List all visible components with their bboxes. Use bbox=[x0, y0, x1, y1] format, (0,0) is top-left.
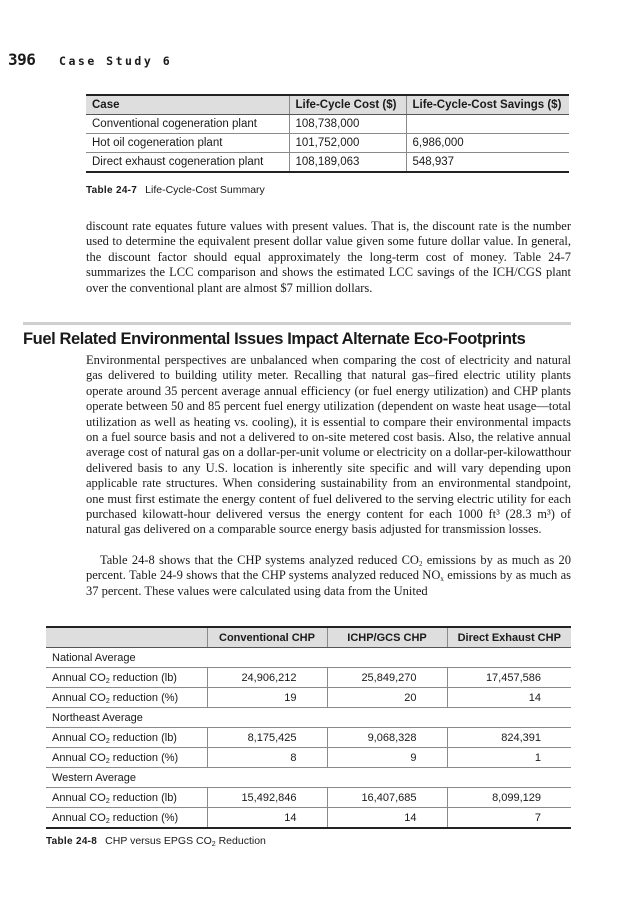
lcc-summary-table bbox=[86, 94, 569, 173]
caption-label: Table 24-7 bbox=[86, 185, 138, 196]
caption-text: Life-Cycle-Cost Summary bbox=[145, 184, 265, 196]
subscript: x bbox=[440, 575, 444, 584]
row-label-text: Annual CO bbox=[52, 691, 106, 704]
row-label-text: reduction (%) bbox=[109, 691, 179, 704]
region-row bbox=[46, 768, 571, 788]
row-label bbox=[46, 808, 207, 829]
row-label-text: Annual CO bbox=[52, 731, 106, 744]
table-row bbox=[86, 134, 569, 153]
table-cell: 25,849,270 bbox=[327, 668, 447, 688]
region-row bbox=[46, 708, 571, 728]
subscript: 2 bbox=[418, 560, 423, 568]
table-cell: Conventional cogeneration plant bbox=[86, 115, 289, 134]
subscript: 2 bbox=[105, 757, 110, 765]
row-label bbox=[46, 728, 207, 748]
table-caption bbox=[46, 835, 266, 847]
table-cell: 824,391 bbox=[447, 728, 571, 748]
paragraph-text: emissions by as much as 37 percent. These values were calculated using data from the United bbox=[86, 568, 571, 598]
body-paragraph: discount rate equates future values with present values. That is, the discount rate is the number used to determine the equivalent present dollar value given some future dollar value. In general, the discount factor should equal approximately the long-term cost of money. Table 24-7 summarizes the LCC comparison and shows the estimated LCC savings of the ICH/CGS plant over the conventional plant are almost $7 million dollars. bbox=[86, 219, 571, 295]
column-header: Direct Exhaust CHP bbox=[447, 627, 571, 648]
body-paragraph bbox=[86, 553, 571, 599]
column-header: Conventional CHP bbox=[207, 627, 327, 648]
caption-label: Table 24-8 bbox=[46, 836, 98, 847]
paragraph-text: Table 24-8 shows that the CHP systems analyzed reduced CO bbox=[100, 553, 419, 567]
table-cell: 9 bbox=[327, 748, 447, 768]
region-label: Northeast Average bbox=[46, 708, 571, 728]
table-caption bbox=[86, 184, 265, 196]
table-cell: 108,738,000 bbox=[289, 115, 406, 134]
subscript: 2 bbox=[105, 797, 110, 805]
running-header bbox=[8, 50, 172, 69]
section-heading: Fuel Related Environmental Issues Impact Alternate Eco-Footprints bbox=[23, 330, 526, 348]
table-cell: 19 bbox=[207, 688, 327, 708]
table-row bbox=[46, 808, 571, 829]
table-cell: 24,906,212 bbox=[207, 668, 327, 688]
table-header-row bbox=[46, 627, 571, 648]
row-label-text: Annual CO bbox=[52, 791, 106, 804]
column-header: ICHP/GCS CHP bbox=[327, 627, 447, 648]
table-cell: 548,937 bbox=[406, 153, 569, 173]
body-paragraph: Environmental perspectives are unbalanced when comparing the cost of electricity and natural gas delivered to building utility meter. Recalling that natural gas–fired electric utility plants operate around 35 percent average annual efficiency (or fuel energy utilization) and CHP plants operate between 50 and 85 percent fuel energy utilization (dependent on waste heat usage—total utilization as well as heating vs. cooling), it is essential to compare their environmental impacts on a fuel source basis and not a delivered to on-site metered cost basis. Also, the relative annual average cost of natural gas on a dollar-per-unit volume or electricity on a dollar-per-kilowatthour delivered basis to any U.S. location is inherently site specific and will vary depending upon applicable rate structures. When considering sustainability from an environmental standpoint, one must first estimate the energy content of fuel delivered to the serving electric utility for each purchased kilowatt-hour delivered versus the energy content for each 1000 ft³ (28.3 m³) of natural gas delivered on a comparable source energy basis adjusted for transmission losses. bbox=[86, 353, 571, 537]
paragraph-text: emissions by as much as 20 percent. Table 24-9 shows that the CHP systems analyzed reduced NO bbox=[86, 553, 571, 583]
row-label bbox=[46, 748, 207, 768]
page-number: 396 bbox=[8, 50, 36, 69]
table-cell: 14 bbox=[327, 808, 447, 829]
table-cell: 8 bbox=[207, 748, 327, 768]
row-label bbox=[46, 668, 207, 688]
table-cell: 15,492,846 bbox=[207, 788, 327, 808]
table-row bbox=[46, 688, 571, 708]
table-row bbox=[46, 788, 571, 808]
region-row bbox=[46, 648, 571, 668]
section-divider bbox=[23, 322, 571, 325]
table-cell: 8,175,425 bbox=[207, 728, 327, 748]
table-cell: 16,407,685 bbox=[327, 788, 447, 808]
row-label-text: reduction (lb) bbox=[109, 791, 177, 804]
table-cell: Hot oil cogeneration plant bbox=[86, 134, 289, 153]
subscript: 2 bbox=[105, 817, 110, 825]
table-row bbox=[46, 728, 571, 748]
table-row bbox=[86, 115, 569, 134]
subscript: 2 bbox=[105, 677, 110, 685]
table-row bbox=[46, 748, 571, 768]
subscript: 2 bbox=[105, 697, 110, 705]
chapter-title: Case Study 6 bbox=[59, 54, 173, 68]
row-label-text: reduction (lb) bbox=[109, 671, 177, 684]
table-cell: 6,986,000 bbox=[406, 134, 569, 153]
table-row bbox=[46, 668, 571, 688]
row-label-text: reduction (lb) bbox=[109, 731, 177, 744]
column-header: Life-Cycle-Cost Savings ($) bbox=[406, 95, 569, 115]
caption-text: Reduction bbox=[215, 835, 266, 847]
table-row bbox=[86, 153, 569, 173]
table-header-row bbox=[86, 95, 569, 115]
column-header bbox=[46, 627, 207, 648]
region-label: Western Average bbox=[46, 768, 571, 788]
region-label: National Average bbox=[46, 648, 571, 668]
table-cell: 101,752,000 bbox=[289, 134, 406, 153]
table-cell: 7 bbox=[447, 808, 571, 829]
table-cell: 20 bbox=[327, 688, 447, 708]
row-label bbox=[46, 688, 207, 708]
table-cell: 9,068,328 bbox=[327, 728, 447, 748]
row-label-text: Annual CO bbox=[52, 751, 106, 764]
row-label-text: Annual CO bbox=[52, 811, 106, 824]
table-cell: 17,457,586 bbox=[447, 668, 571, 688]
table-cell: 1 bbox=[447, 748, 571, 768]
row-label bbox=[46, 788, 207, 808]
subscript: 2 bbox=[105, 737, 110, 745]
row-label-text: reduction (%) bbox=[109, 751, 179, 764]
row-label-text: Annual CO bbox=[52, 671, 106, 684]
column-header: Case bbox=[86, 95, 289, 115]
table-cell: 14 bbox=[447, 688, 571, 708]
subscript: 2 bbox=[211, 841, 216, 848]
caption-text: CHP versus EPGS CO bbox=[105, 835, 212, 847]
column-header: Life-Cycle Cost ($) bbox=[289, 95, 406, 115]
table-cell: 8,099,129 bbox=[447, 788, 571, 808]
table-cell: Direct exhaust cogeneration plant bbox=[86, 153, 289, 173]
row-label-text: reduction (%) bbox=[109, 811, 179, 824]
table-cell: 14 bbox=[207, 808, 327, 829]
co2-reduction-table bbox=[46, 626, 571, 829]
table-cell: 108,189,063 bbox=[289, 153, 406, 173]
table-cell bbox=[406, 115, 569, 134]
